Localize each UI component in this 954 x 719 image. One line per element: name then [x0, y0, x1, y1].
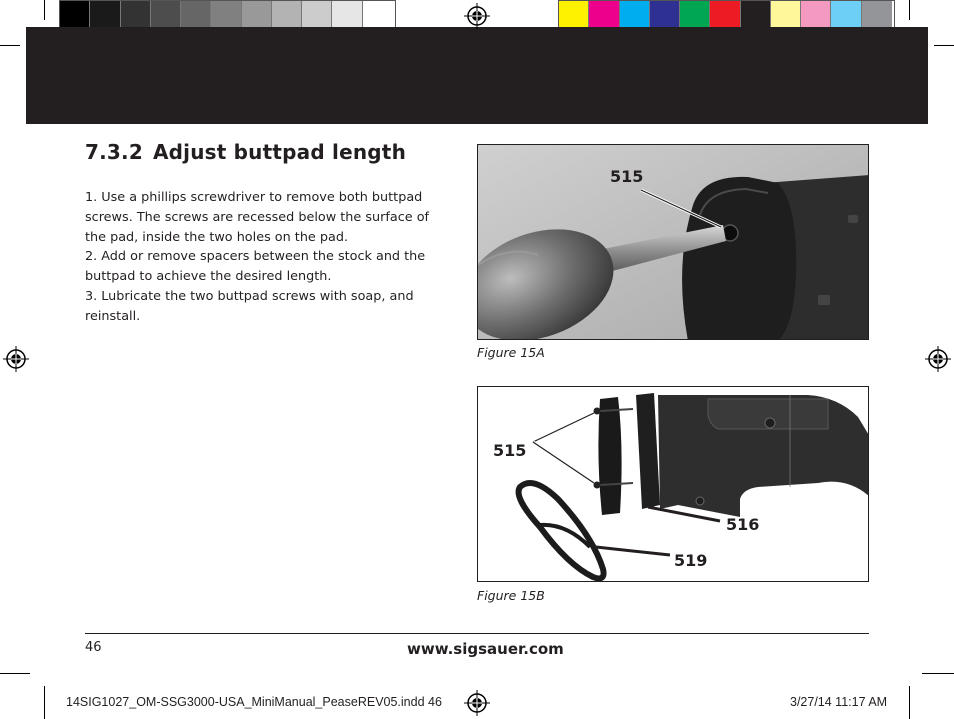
color-swatch	[121, 1, 151, 30]
part-callout-516: 516	[726, 515, 760, 534]
section-heading	[85, 140, 406, 164]
part-callout-515: 515	[610, 167, 644, 186]
color-swatch	[302, 1, 332, 30]
color-swatch	[650, 1, 680, 30]
section-title: Adjust buttpad length	[152, 140, 407, 164]
color-swatch	[862, 1, 892, 30]
header-band	[26, 27, 928, 124]
instruction-step: 1. Use a phillips screwdriver to remove both buttpad screws. The screws are recessed below the surface of the pad, inside the two holes on the pad.	[85, 190, 430, 245]
color-swatch	[771, 1, 801, 30]
color-swatch	[741, 1, 771, 30]
footer-divider	[85, 633, 869, 634]
screwdriver-buttpad-illustration	[478, 145, 869, 340]
instruction-step: 3. Lubricate the two buttpad screws with soap, and reinstall.	[85, 288, 414, 324]
color-swatch	[332, 1, 362, 30]
color-swatch	[211, 1, 241, 30]
figure-15b-photo	[477, 386, 869, 582]
color-swatch	[151, 1, 181, 30]
crop-mark-top-left-h	[0, 45, 20, 46]
color-swatch	[272, 1, 302, 30]
crop-mark-top-right-v	[909, 0, 910, 20]
crop-mark-bottom-left-v	[44, 686, 45, 719]
color-swatch	[710, 1, 740, 30]
registration-mark-icon	[925, 346, 951, 372]
color-swatch	[559, 1, 589, 30]
section-number: 7.3.2	[85, 140, 143, 164]
color-swatch	[90, 1, 120, 30]
color-swatch	[620, 1, 650, 30]
part-callout-515: 515	[493, 441, 527, 460]
registration-mark-icon	[464, 3, 490, 29]
registration-mark-icon	[464, 690, 490, 716]
instructions-text	[85, 188, 445, 327]
color-swatch	[801, 1, 831, 30]
color-swatch	[589, 1, 619, 30]
slug-datetime: 3/27/14 11:17 AM	[790, 695, 888, 709]
crop-mark-bottom-left-h	[0, 673, 30, 674]
figure-caption: Figure 15B	[477, 588, 545, 603]
crop-mark-top-left-v	[44, 0, 45, 20]
color-swatch	[181, 1, 211, 30]
website-link[interactable]: www.sigsauer.com	[407, 640, 564, 658]
color-swatch	[363, 1, 393, 30]
figure-15a-photo	[477, 144, 869, 340]
page-number: 46	[85, 640, 102, 655]
registration-mark-icon	[3, 346, 29, 372]
crop-mark-bottom-right-h	[922, 673, 954, 674]
crop-mark-top-right-h	[934, 45, 954, 46]
color-swatch	[242, 1, 272, 30]
figure-caption: Figure 15A	[477, 345, 545, 360]
part-callout-519: 519	[674, 551, 708, 570]
instruction-step: 2. Add or remove spacers between the stock and the buttpad to achieve the desired length.	[85, 249, 426, 285]
crop-mark-bottom-right-v	[909, 686, 910, 719]
color-swatch	[680, 1, 710, 30]
slug-filename: 14SIG1027_OM-SSG3000-USA_MiniManual_PeaseREV05.indd 46	[66, 695, 442, 709]
color-swatch	[831, 1, 861, 30]
color-swatch	[60, 1, 90, 30]
